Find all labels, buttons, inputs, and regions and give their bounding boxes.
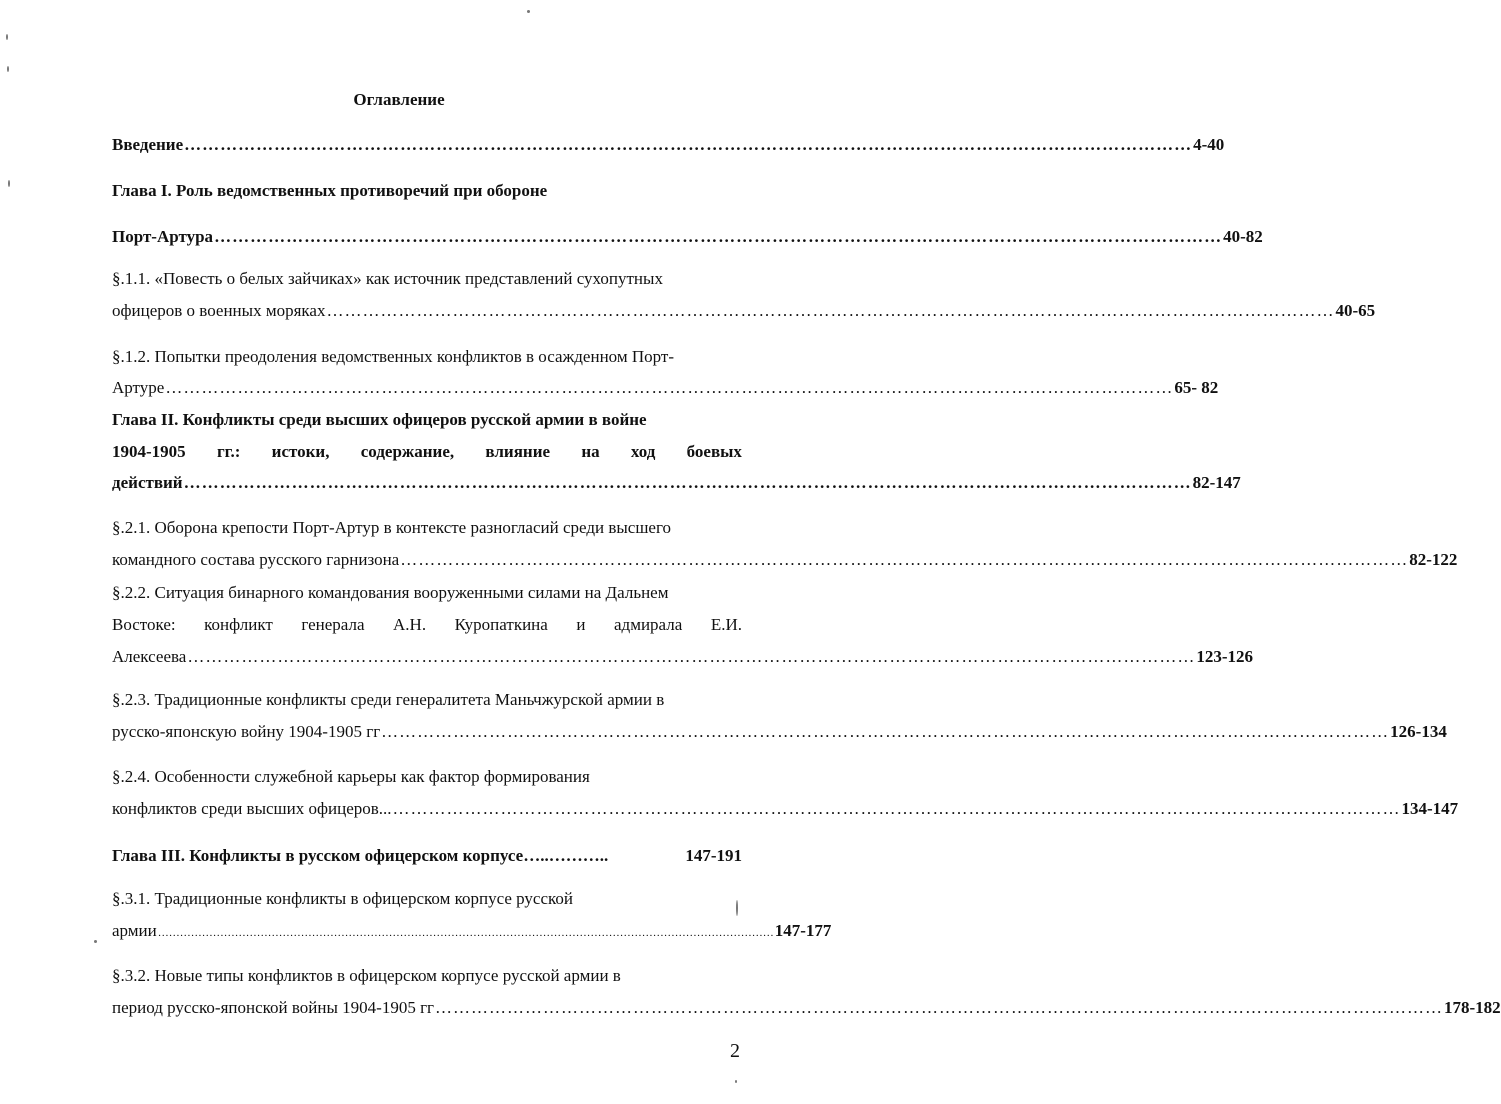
word: Востоке: (112, 615, 176, 634)
page-range: 147-191 (685, 846, 742, 865)
scan-speck (7, 66, 9, 72)
leader-dots: …………………………………………………………………………………………………………………………………………………… (157, 927, 774, 939)
toc-entry-section-1-2[interactable] (112, 377, 1219, 399)
scan-speck (735, 1080, 737, 1083)
scan-speck (6, 34, 8, 40)
toc-entry-title: армии (112, 921, 157, 940)
page-number: 2 (730, 1040, 740, 1062)
leader-dots: …………………………………………………………………………………………………………………………………………………… (214, 227, 1223, 246)
page-range: 82-122 (1409, 550, 1458, 569)
word: конфликт (204, 615, 273, 634)
toc-entry-title: Порт-Артура (112, 227, 214, 246)
page-range: 82-147 (1192, 473, 1241, 492)
word: влияние (485, 442, 551, 461)
toc-section-2-3-title: §.2.3. Традиционные конфликты среди генералитета Маньчжурской армии в (112, 690, 665, 709)
toc-chapter-1-title: Глава I. Роль ведомственных противоречий при обороне (112, 181, 548, 200)
scan-speck (8, 180, 10, 187)
leader-dots: …………………………………………………………………………………………………………………………………………………… (187, 647, 1196, 666)
toc-entry-section-3-1[interactable] (112, 920, 832, 944)
scan-speck (736, 900, 738, 916)
page-range: 126-134 (1390, 722, 1447, 741)
toc-entry-section-3-2[interactable] (112, 997, 1501, 1019)
toc-entry-intro[interactable] (112, 134, 1225, 156)
toc-section-2-2-title-cont (112, 614, 742, 636)
word: адмирала (614, 615, 683, 634)
leader-dots: …………………………………………………………………………………………………………………………………………………… (392, 799, 1401, 818)
page-range: 4-40 (1193, 135, 1225, 154)
page-title: Оглавление (353, 90, 445, 109)
word: 1904-1905 (112, 442, 186, 461)
leader-dots: …………………………………………………………………………………………………………………………………………………… (165, 378, 1174, 397)
word: Куропаткина (454, 615, 548, 634)
toc-entry-section-2-4[interactable] (112, 798, 1459, 820)
page-range: 65- 82 (1174, 378, 1219, 397)
toc-entry-section-2-2[interactable] (112, 646, 1254, 668)
toc-entry-title: офицеров о военных моряках (112, 301, 326, 320)
page-range: 40-65 (1335, 301, 1376, 320)
toc-entry-title: русско-японскую войну 1904-1905 гг (112, 722, 381, 741)
toc-entry-title: Введение (112, 135, 184, 154)
toc-entry-chapter-3[interactable] (112, 845, 742, 867)
toc-entry-title: Артуре (112, 378, 165, 397)
toc-chapter-2-title-cont (112, 441, 742, 463)
page-range: 178-182 (1444, 998, 1501, 1017)
toc-entry-section-2-3[interactable] (112, 721, 1447, 743)
word: содержание, (360, 442, 455, 461)
toc-entry-chapter-1[interactable] (112, 226, 1263, 248)
word: и (576, 615, 586, 634)
toc-section-2-1-title: §.2.1. Оборона крепости Порт-Артур в контексте разногласий среди высшего (112, 518, 671, 537)
toc-entry-title: период русско-японской войны 1904-1905 гг (112, 998, 435, 1017)
page-range: 134-147 (1401, 799, 1459, 818)
scan-speck (527, 10, 530, 13)
toc-entry-title: конфликтов среди высших офицеров... (112, 799, 392, 818)
toc-section-3-1-title: §.3.1. Традиционные конфликты в офицерском корпусе русской (112, 889, 574, 908)
leader-dots: …………………………………………………………………………………………………………………………………………………… (184, 135, 1193, 154)
word: А.Н. (393, 615, 427, 634)
toc-entry-section-2-1[interactable] (112, 549, 1458, 571)
toc-entry-chapter-2[interactable] (112, 472, 1241, 494)
word: Е.И. (710, 615, 742, 634)
toc-section-1-2-title: §.1.2. Попытки преодоления ведомственных конфликтов в осажденном Порт- (112, 347, 674, 366)
leader-dots: …………………………………………………………………………………………………………………………………………………… (183, 473, 1192, 492)
scan-speck (94, 940, 97, 943)
word: генерала (301, 615, 365, 634)
leader-dots: …………………………………………………………………………………………………………………………………………………… (435, 998, 1444, 1017)
word: на (581, 442, 600, 461)
page-range: 40-82 (1223, 227, 1263, 246)
toc-section-2-2-title: §.2.2. Ситуация бинарного командования вооруженными силами на Дальнем (112, 583, 669, 602)
leader-dots: …………………………………………………………………………………………………………………………………………………… (400, 550, 1409, 569)
toc-entry-title: действий (112, 473, 183, 492)
toc-section-2-4-title: §.2.4. Особенности служебной карьеры как фактор формирования (112, 767, 590, 786)
toc-section-3-2-title: §.3.2. Новые типы конфликтов в офицерском корпусе русской армии в (112, 966, 621, 985)
word: ход (630, 442, 656, 461)
page-range: 147-177 (774, 921, 832, 940)
toc-entry-title: командного состава русского гарнизона (112, 550, 400, 569)
leader-dots: …………………………………………………………………………………………………………………………………………………… (326, 301, 1335, 320)
word: гг.: (216, 442, 241, 461)
toc-entry-title: Алексеева (112, 647, 187, 666)
word: истоки, (271, 442, 330, 461)
toc-section-1-1-title: §.1.1. «Повесть о белых зайчиках» как источник представлений сухопутных (112, 269, 663, 288)
page-range: 123-126 (1196, 647, 1254, 666)
word: боевых (686, 442, 742, 461)
toc-entry-section-1-1[interactable] (112, 300, 1376, 322)
toc-chapter-2-title: Глава II. Конфликты среди высших офицеров русской армии в войне (112, 410, 647, 429)
toc-entry-title: Глава III. Конфликты в русском офицерском корпусе…..……….. (112, 846, 609, 865)
leader-dots: …………………………………………………………………………………………………………………………………………………… (381, 722, 1390, 741)
